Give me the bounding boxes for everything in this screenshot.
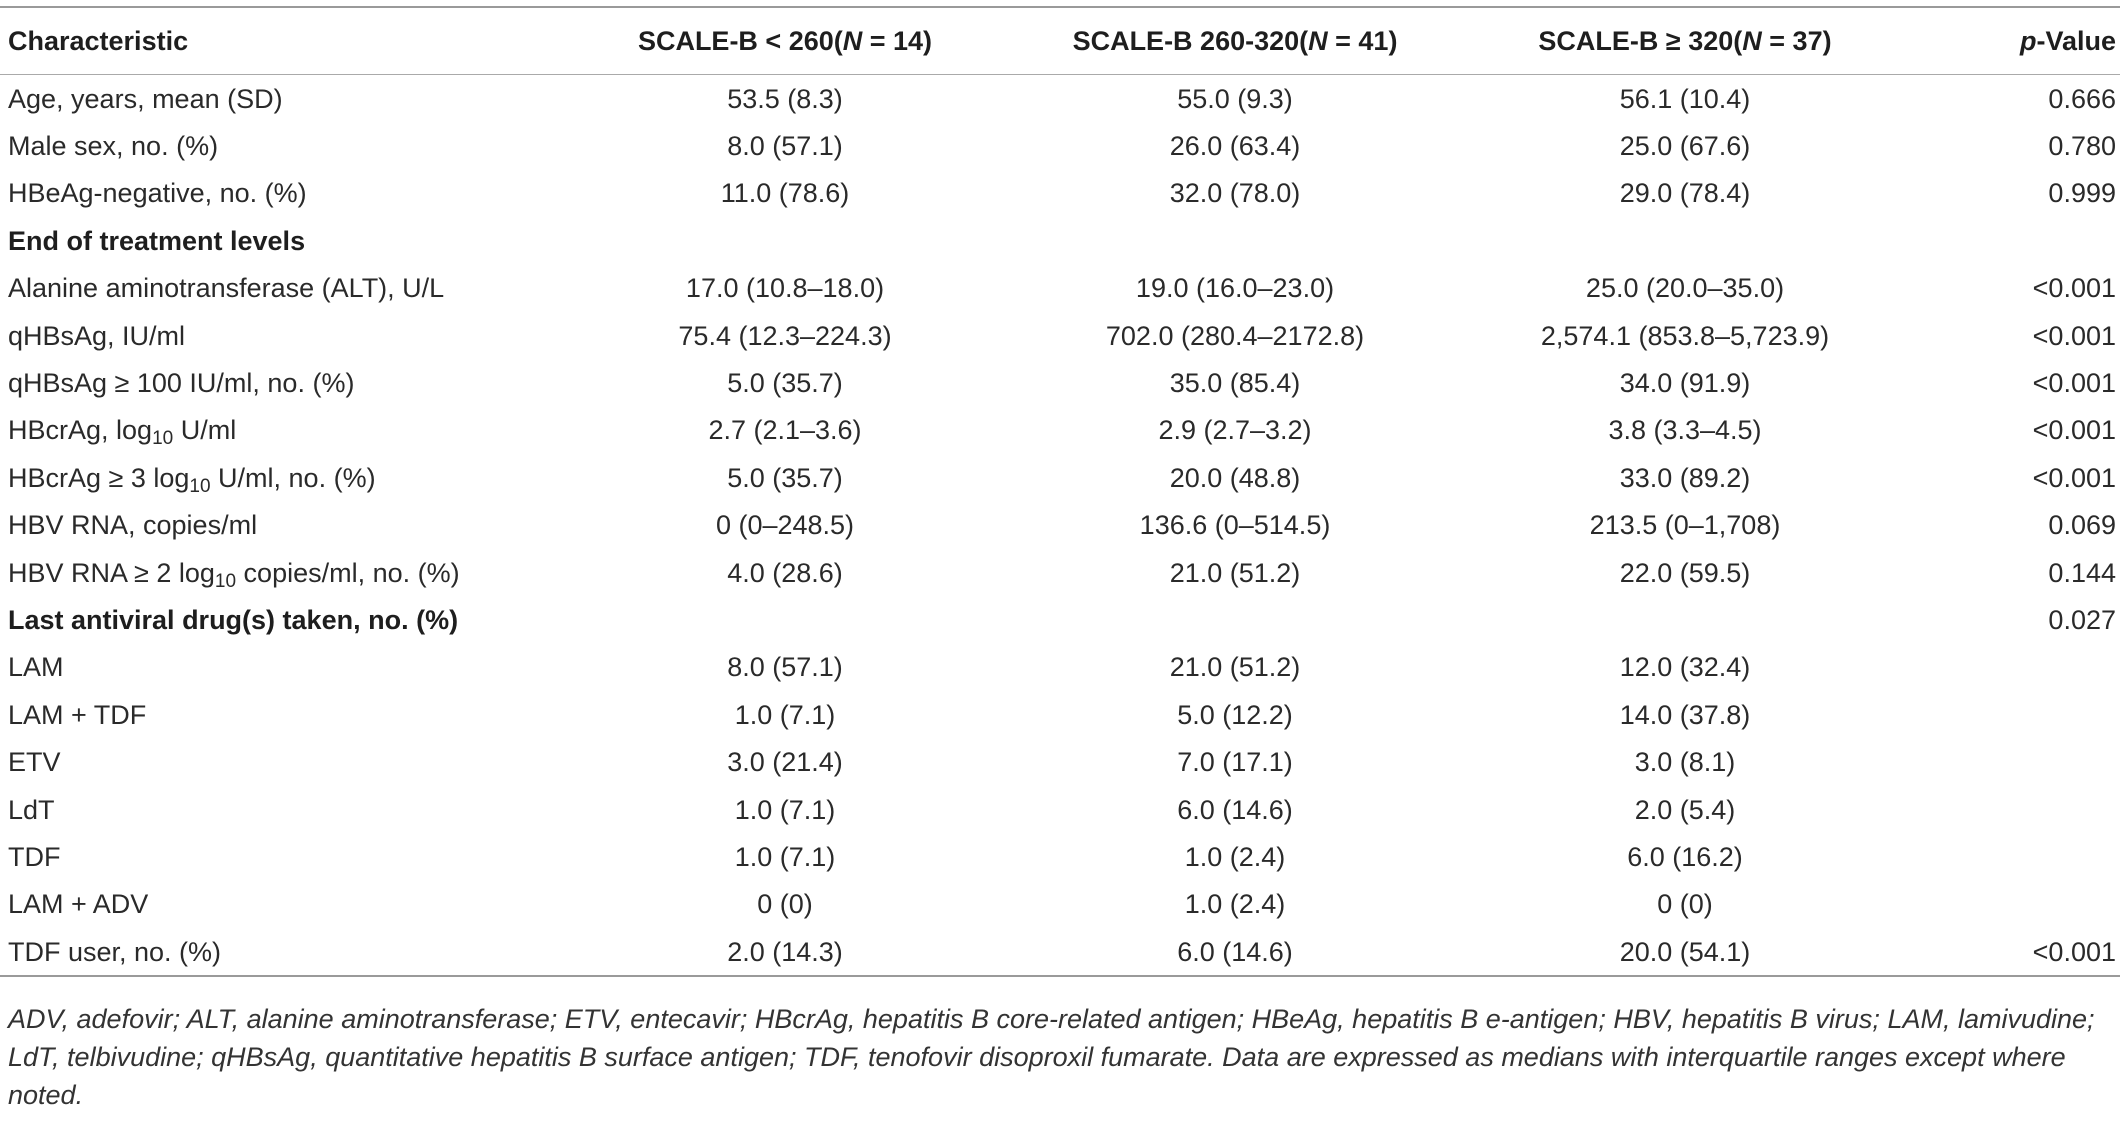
table-row — [0, 170, 2120, 217]
value-scale-b-320-plus: 12.0 (32.4) — [1619, 652, 1751, 683]
value-p — [1910, 738, 2120, 785]
header-characteristic: Characteristic — [8, 26, 189, 56]
value-scale-b-under-260: 5.0 (35.7) — [727, 368, 843, 399]
characteristics-table-body — [0, 75, 2120, 975]
table-row — [0, 502, 2120, 549]
table-body — [0, 75, 2120, 975]
value-p: 0.999 — [2048, 178, 2116, 209]
table-row — [0, 407, 2120, 454]
value-scale-b-under-260: 0 (0–248.5) — [715, 510, 855, 541]
value-scale-b-260-320: 6.0 (14.6) — [1177, 794, 1293, 825]
value-scale-b-under-260 — [560, 217, 1010, 264]
row-label: LAM — [8, 652, 64, 683]
value-scale-b-260-320: 19.0 (16.0–23.0) — [1135, 273, 1335, 304]
value-scale-b-under-260: 1.0 (7.1) — [734, 699, 836, 730]
value-scale-b-260-320: 702.0 (280.4–2172.8) — [1105, 320, 1365, 351]
value-scale-b-under-260: 8.0 (57.1) — [727, 131, 843, 162]
table-row — [0, 359, 2120, 406]
value-scale-b-260-320: 2.9 (2.7–3.2) — [1158, 415, 1312, 446]
value-scale-b-under-260: 53.5 (8.3) — [727, 83, 843, 114]
value-scale-b-260-320: 136.6 (0–514.5) — [1139, 510, 1331, 541]
row-label: Alanine aminotransferase (ALT), U/L — [8, 273, 445, 304]
table-row — [0, 75, 2120, 122]
value-scale-b-320-plus: 3.0 (8.1) — [1634, 747, 1736, 778]
section-header-row — [0, 596, 2120, 643]
table-row — [0, 738, 2120, 785]
row-label: HBeAg-negative, no. (%) — [8, 178, 307, 209]
value-scale-b-260-320: 21.0 (51.2) — [1169, 652, 1301, 683]
table-bottom-rule — [0, 975, 2120, 977]
table-row — [0, 881, 2120, 928]
value-p: 0.780 — [2048, 131, 2116, 162]
value-scale-b-under-260: 4.0 (28.6) — [727, 557, 843, 588]
table-row — [0, 454, 2120, 501]
value-scale-b-under-260: 3.0 (21.4) — [727, 747, 843, 778]
row-label: Male sex, no. (%) — [8, 131, 219, 162]
value-scale-b-260-320: 6.0 (14.6) — [1177, 936, 1293, 967]
row-label: Last antiviral drug(s) taken, no. (%) — [8, 604, 459, 635]
value-scale-b-320-plus — [1460, 217, 1910, 264]
row-label: Age, years, mean (SD) — [8, 83, 283, 114]
header-row — [0, 8, 2120, 74]
value-scale-b-under-260: 75.4 (12.3–224.3) — [678, 320, 892, 351]
row-label: qHBsAg ≥ 100 IU/ml, no. (%) — [8, 368, 355, 399]
row-label: HBV RNA ≥ 2 $\log_{10}$ copies/ml, no. (%) — [8, 557, 460, 592]
value-scale-b-320-plus: 2.0 (5.4) — [1634, 794, 1736, 825]
row-label: qHBsAg, IU/ml — [8, 320, 186, 351]
value-p: 0.144 — [2048, 557, 2116, 588]
header-scale-b-320-plus: SCALE-B ≥ 320(N = 37) — [1538, 26, 1832, 56]
value-scale-b-260-320 — [1010, 217, 1460, 264]
value-scale-b-under-260: 1.0 (7.1) — [734, 794, 836, 825]
value-scale-b-320-plus: 2,574.1 (853.8–5,723.9) — [1540, 320, 1830, 351]
value-scale-b-260-320: 20.0 (48.8) — [1169, 462, 1301, 493]
row-label: End of treatment levels — [8, 225, 306, 256]
table-header — [0, 8, 2120, 74]
value-scale-b-260-320: 5.0 (12.2) — [1177, 699, 1293, 730]
value-p: <0.001 — [2032, 936, 2116, 967]
data-table-container — [0, 6, 2120, 977]
table-row — [0, 833, 2120, 880]
value-scale-b-under-260: 11.0 (78.6) — [720, 178, 850, 209]
value-p: <0.001 — [2032, 320, 2116, 351]
table-row — [0, 786, 2120, 833]
value-p — [1910, 786, 2120, 833]
value-scale-b-under-260 — [560, 596, 1010, 643]
value-scale-b-320-plus: 34.0 (91.9) — [1619, 368, 1751, 399]
value-scale-b-260-320: 7.0 (17.1) — [1177, 747, 1293, 778]
row-label: TDF user, no. (%) — [8, 936, 222, 967]
value-scale-b-320-plus: 213.5 (0–1,708) — [1589, 510, 1781, 541]
value-scale-b-320-plus: 3.8 (3.3–4.5) — [1608, 415, 1762, 446]
value-scale-b-320-plus: 22.0 (59.5) — [1619, 557, 1751, 588]
value-scale-b-260-320: 26.0 (63.4) — [1169, 131, 1301, 162]
value-scale-b-320-plus: 14.0 (37.8) — [1619, 699, 1751, 730]
header-scale-b-under-260: SCALE-B < 260(N = 14) — [637, 26, 933, 56]
value-p: 0.069 — [2048, 510, 2116, 541]
row-label: TDF — [8, 841, 61, 872]
header-p-value: p-Value — [2019, 26, 2116, 56]
value-p — [1910, 881, 2120, 928]
value-p: <0.001 — [2032, 415, 2116, 446]
value-scale-b-260-320: 32.0 (78.0) — [1169, 178, 1301, 209]
row-label: LdT — [8, 794, 55, 825]
value-scale-b-320-plus: 25.0 (67.6) — [1619, 131, 1751, 162]
value-scale-b-320-plus: 20.0 (54.1) — [1619, 936, 1751, 967]
value-scale-b-320-plus — [1460, 596, 1910, 643]
value-p: 0.666 — [2048, 83, 2116, 114]
value-p — [1910, 691, 2120, 738]
value-scale-b-under-260: 2.7 (2.1–3.6) — [708, 415, 862, 446]
row-label: LAM + ADV — [8, 889, 149, 920]
table-row — [0, 312, 2120, 359]
value-scale-b-320-plus: 25.0 (20.0–35.0) — [1585, 273, 1785, 304]
row-label: ETV — [8, 747, 61, 778]
value-scale-b-under-260: 8.0 (57.1) — [727, 652, 843, 683]
value-scale-b-under-260: 1.0 (7.1) — [734, 841, 836, 872]
value-scale-b-under-260: 2.0 (14.3) — [727, 936, 843, 967]
value-p: <0.001 — [2032, 368, 2116, 399]
value-scale-b-260-320: 1.0 (2.4) — [1184, 889, 1286, 920]
table-row — [0, 644, 2120, 691]
table-row — [0, 122, 2120, 169]
row-label: HBV RNA, copies/ml — [8, 510, 258, 541]
header-scale-b-260-320: SCALE-B 260-320(N = 41) — [1072, 26, 1398, 56]
table-footnote: ADV, adefovir; ALT, alanine aminotransferase; ETV, entecavir; HBcrAg, hepatitis B core-related antigen; HBeAg, hepatitis B e-antigen; HBV, hepatitis B virus; LAM, lamivudine; LdT, telbivudine; qHBsAg, quantitative hepatitis B surface antigen; TDF, tenofovir disoproxil fumarate. Data are expressed as medians with interquartile ranges except where noted. — [8, 1004, 2095, 1110]
value-scale-b-under-260: 17.0 (10.8–18.0) — [685, 273, 885, 304]
value-p: 0.027 — [2048, 604, 2116, 635]
row-label: LAM + TDF — [8, 699, 147, 730]
table-row — [0, 265, 2120, 312]
row-label: HBcrAg ≥ 3 $\log_{10} U/ml$, no. (%) — [8, 462, 376, 497]
value-scale-b-under-260: 0 (0) — [757, 889, 813, 920]
section-header-row — [0, 217, 2120, 264]
value-scale-b-under-260: 5.0 (35.7) — [727, 462, 843, 493]
value-scale-b-320-plus: 33.0 (89.2) — [1619, 462, 1751, 493]
characteristics-table — [0, 8, 2120, 74]
table-row — [0, 928, 2120, 975]
value-scale-b-260-320: 35.0 (85.4) — [1169, 368, 1301, 399]
value-scale-b-320-plus: 6.0 (16.2) — [1627, 841, 1743, 872]
value-scale-b-260-320 — [1010, 596, 1460, 643]
table-row — [0, 691, 2120, 738]
row-label: HBcrAg, $\log_{10} U/ml$ — [8, 415, 237, 450]
value-scale-b-320-plus: 56.1 (10.4) — [1619, 83, 1751, 114]
value-scale-b-260-320: 21.0 (51.2) — [1169, 557, 1301, 588]
value-scale-b-260-320: 1.0 (2.4) — [1184, 841, 1286, 872]
value-scale-b-260-320: 55.0 (9.3) — [1177, 83, 1293, 114]
value-scale-b-320-plus: 29.0 (78.4) — [1619, 178, 1751, 209]
value-p — [1910, 833, 2120, 880]
value-scale-b-320-plus: 0 (0) — [1657, 889, 1713, 920]
value-p — [1910, 644, 2120, 691]
value-p: <0.001 — [2032, 273, 2116, 304]
value-p — [1910, 217, 2120, 264]
value-p: <0.001 — [2032, 462, 2116, 493]
table-row — [0, 549, 2120, 596]
